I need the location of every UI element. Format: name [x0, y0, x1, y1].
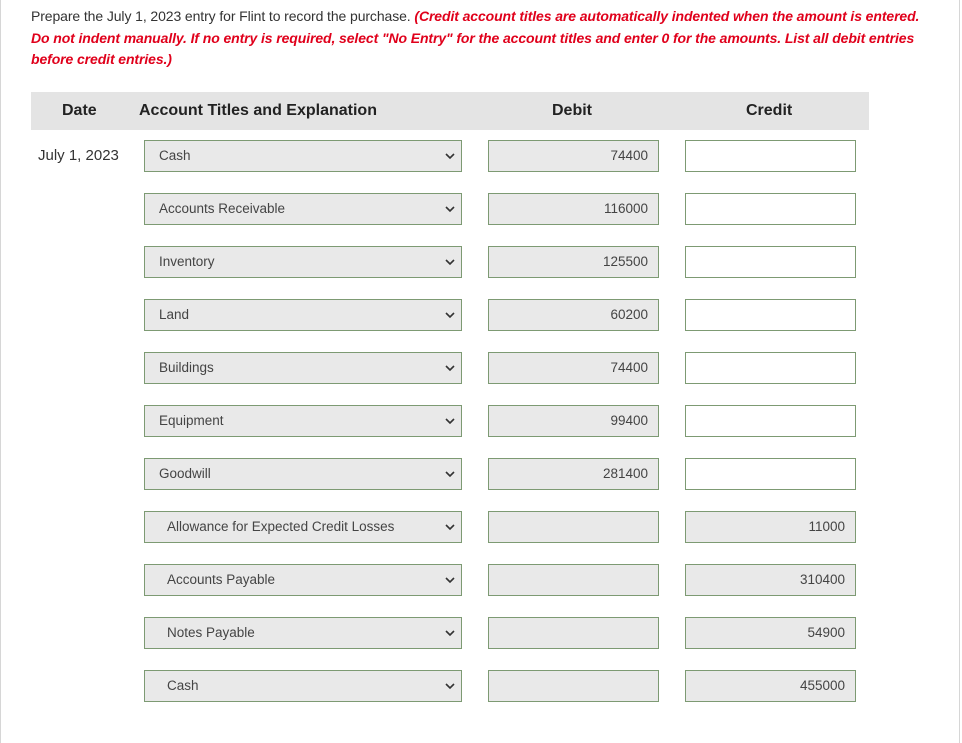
account-title-value: Accounts Payable: [167, 572, 276, 587]
debit-amount-field[interactable]: 99400: [488, 405, 659, 437]
instructions: [31, 6, 931, 71]
journal-row: [0, 140, 962, 172]
debit-amount-field[interactable]: 125500: [488, 246, 659, 278]
credit-amount-field[interactable]: [685, 140, 856, 172]
account-title-select[interactable]: [144, 617, 462, 649]
header-debit: Debit: [552, 102, 592, 119]
credit-amount-field[interactable]: [685, 458, 856, 490]
account-title-select[interactable]: [144, 670, 462, 702]
account-title-select[interactable]: [144, 352, 462, 384]
chevron-down-icon: [445, 205, 455, 213]
journal-row: [0, 564, 962, 596]
chevron-down-icon: [445, 470, 455, 478]
chevron-down-icon: [445, 152, 455, 160]
account-title-select[interactable]: [144, 405, 462, 437]
credit-amount-field[interactable]: [685, 246, 856, 278]
header-date: Date: [62, 102, 97, 119]
account-title-select[interactable]: [144, 140, 462, 172]
journal-row: [0, 511, 962, 543]
chevron-down-icon: [445, 311, 455, 319]
header-credit: Credit: [746, 102, 793, 119]
credit-amount-field[interactable]: 455000: [685, 670, 856, 702]
instructions-text: Prepare the July 1, 2023 entry for Flint to record the purchase.: [31, 8, 411, 24]
chevron-down-icon: [445, 523, 455, 531]
account-title-value: Equipment: [159, 413, 224, 428]
account-title-value: Cash: [159, 148, 191, 163]
account-title-value: Allowance for Expected Credit Losses: [167, 519, 395, 534]
account-title-select[interactable]: [144, 564, 462, 596]
header-account-titles: Account Titles and Explanation: [139, 102, 377, 119]
debit-amount-field[interactable]: [488, 564, 659, 596]
credit-amount-field[interactable]: [685, 405, 856, 437]
credit-amount-field[interactable]: [685, 193, 856, 225]
journal-row: [0, 458, 962, 490]
journal-row: [0, 670, 962, 702]
account-title-select[interactable]: [144, 246, 462, 278]
account-title-select[interactable]: [144, 193, 462, 225]
entry-date: July 1, 2023: [38, 147, 119, 164]
chevron-down-icon: [445, 576, 455, 584]
account-title-value: Accounts Receivable: [159, 201, 286, 216]
credit-amount-field[interactable]: 54900: [685, 617, 856, 649]
chevron-down-icon: [445, 629, 455, 637]
chevron-down-icon: [445, 682, 455, 690]
credit-amount-field[interactable]: [685, 299, 856, 331]
journal-row: [0, 617, 962, 649]
journal-row: [0, 352, 962, 384]
journal-row: [0, 299, 962, 331]
chevron-down-icon: [445, 417, 455, 425]
journal-row: [0, 193, 962, 225]
account-title-value: Cash: [167, 678, 199, 693]
debit-amount-field[interactable]: [488, 617, 659, 649]
debit-amount-field[interactable]: [488, 670, 659, 702]
debit-amount-field[interactable]: 74400: [488, 352, 659, 384]
journal-table-header: [31, 92, 869, 130]
debit-amount-field[interactable]: [488, 511, 659, 543]
account-title-select[interactable]: [144, 511, 462, 543]
account-title-value: Goodwill: [159, 466, 211, 481]
account-title-value: Buildings: [159, 360, 214, 375]
account-title-value: Inventory: [159, 254, 215, 269]
debit-amount-field[interactable]: 116000: [488, 193, 659, 225]
debit-amount-field[interactable]: 74400: [488, 140, 659, 172]
debit-amount-field[interactable]: 281400: [488, 458, 659, 490]
debit-amount-field[interactable]: 60200: [488, 299, 659, 331]
instructions-emphasis: (Credit account titles are automatically indented when the amount is entered. Do not indent manually. If no entry is required, select "No Entry" for the account titles and enter 0 for the amounts. List all debit entries before credit entries.): [31, 8, 920, 67]
account-title-value: Land: [159, 307, 190, 322]
chevron-down-icon: [445, 258, 455, 266]
credit-amount-field[interactable]: 310400: [685, 564, 856, 596]
account-title-select[interactable]: [144, 299, 462, 331]
account-title-select[interactable]: [144, 458, 462, 490]
journal-row: [0, 246, 962, 278]
credit-amount-field[interactable]: 11000: [685, 511, 856, 543]
account-title-value: Notes Payable: [167, 625, 255, 640]
credit-amount-field[interactable]: [685, 352, 856, 384]
chevron-down-icon: [445, 364, 455, 372]
journal-row: [0, 405, 962, 437]
